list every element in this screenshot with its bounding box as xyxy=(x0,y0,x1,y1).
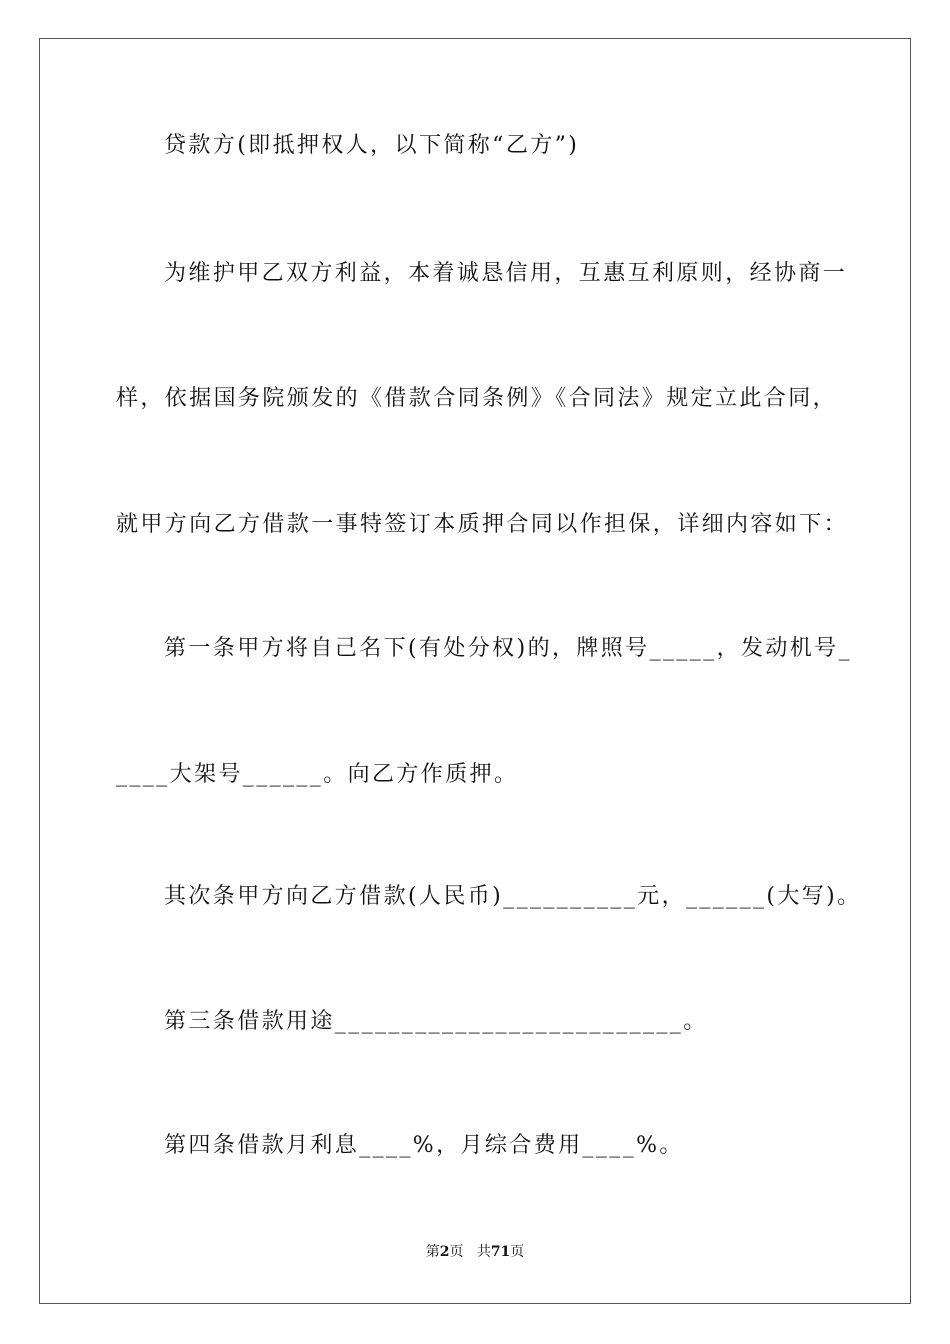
footer-total-pages: 71 xyxy=(490,1244,511,1260)
footer-total-prefix: 共 xyxy=(476,1244,491,1260)
text-line-9: 第四条借款月利息____%，月综合费用____%。 xyxy=(164,1133,684,1158)
footer-current-page: 2 xyxy=(439,1244,450,1260)
text-line-8: 第三条借款用途__________________________。 xyxy=(164,1009,708,1034)
footer-page-unit: 页 xyxy=(449,1244,464,1260)
footer-prefix: 第 xyxy=(425,1244,440,1260)
page-footer xyxy=(0,1243,950,1261)
text-line-7: 其次条甲方向乙方借款(人民币)__________元，______(大写)。 xyxy=(164,884,862,909)
text-line-5: 第一条甲方将自己名下(有处分权)的，牌照号_____，发动机号_ xyxy=(164,636,852,661)
text-line-6: ____大架号______。向乙方作质押。 xyxy=(116,762,519,787)
page-border xyxy=(39,38,911,1304)
text-line-2: 为维护甲乙双方利益，本着诚恳信用，互惠互利原则，经协商一 xyxy=(164,261,848,286)
text-line-4: 就甲方向乙方借款一事特签订本质押合同以作担保，详细内容如下： xyxy=(116,512,849,537)
text-line-1: 贷款方(即抵押权人，以下简称“乙方”) xyxy=(164,133,580,158)
text-line-3: 样，依据国务院颁发的《借款合同条例》《合同法》规定立此合同， xyxy=(116,386,838,411)
footer-total-unit: 页 xyxy=(510,1244,525,1260)
